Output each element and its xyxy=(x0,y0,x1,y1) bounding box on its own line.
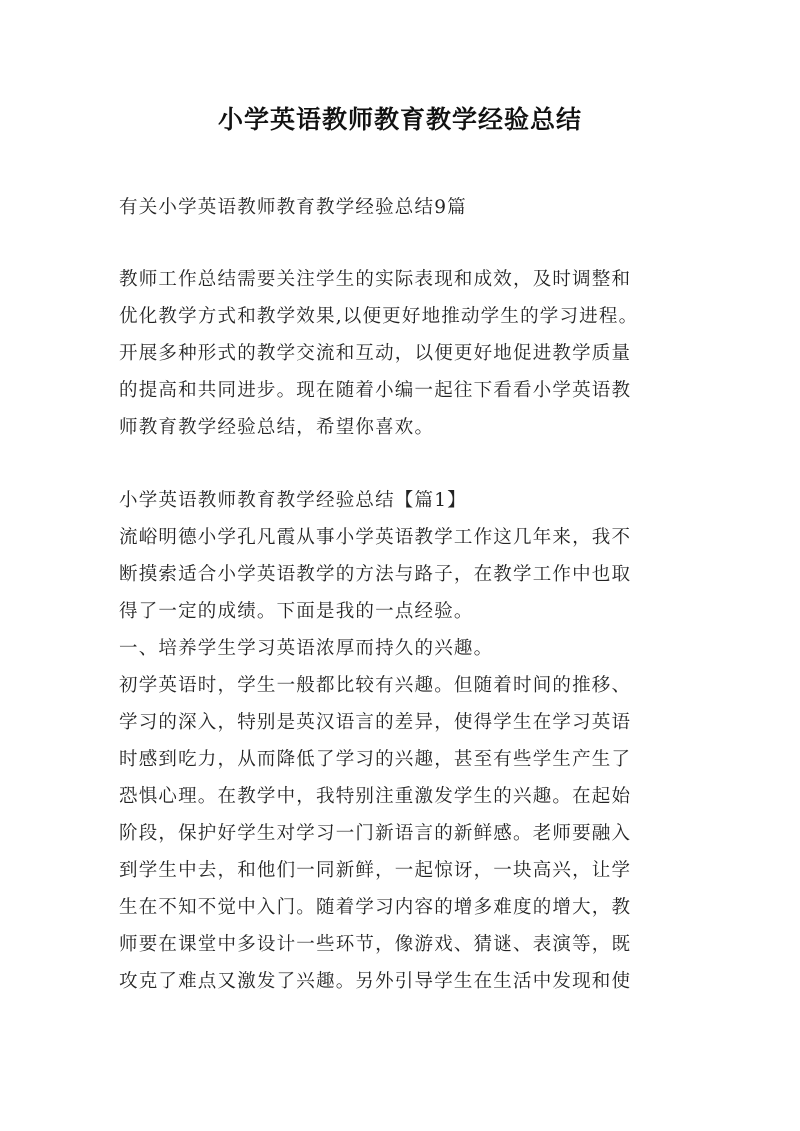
document-title: 小学英语教师教育教学经验总结 xyxy=(217,105,582,134)
body-line: 流峪明德小学孔凡霞从事小学英语教学工作这几年来，我不 xyxy=(119,527,632,548)
body-line: 得了一定的成绩。下面是我的一点经验。 xyxy=(119,601,474,622)
body-line: 学习的深入，特别是英汉语言的差异，使得学生在学习英语 xyxy=(119,712,632,733)
body-line: 初学英语时，学生一般都比较有兴趣。但随着时间的推移、 xyxy=(119,675,632,696)
section-heading: 小学英语教师教育教学经验总结【篇1】 xyxy=(119,490,467,511)
body-line: 攻克了难点又激发了兴趣。另外引导学生在生活中发现和使 xyxy=(119,971,632,992)
document-subtitle: 有关小学英语教师教育教学经验总结9篇 xyxy=(119,197,467,218)
body-line: 恐惧心理。在教学中，我特别注重激发学生的兴趣。在起始 xyxy=(119,786,632,807)
intro-line: 开展多种形式的教学交流和互动，以便更好地促进教学质量 xyxy=(119,343,632,364)
intro-line: 优化教学方式和教学效果,以便更好地推动学生的学习进程。 xyxy=(119,306,639,327)
body-line: 一、培养学生学习英语浓厚而持久的兴趣。 xyxy=(119,638,494,659)
body-line: 生在不知不觉中入门。随着学习内容的增多难度的增大，教 xyxy=(119,897,632,918)
body-line: 断摸索适合小学英语教学的方法与路子，在教学工作中也取 xyxy=(119,564,632,585)
body-line: 师要在课堂中多设计一些环节，像游戏、猜谜、表演等，既 xyxy=(119,934,632,955)
intro-line: 教师工作总结需要关注学生的实际表现和成效，及时调整和 xyxy=(119,269,632,290)
body-line: 时感到吃力，从而降低了学习的兴趣，甚至有些学生产生了 xyxy=(119,749,632,770)
body-line: 阶段，保护好学生对学习一门新语言的新鲜感。老师要融入 xyxy=(119,823,632,844)
intro-line: 的提高和共同进步。现在随着小编一起往下看看小学英语教 xyxy=(119,380,632,401)
intro-line: 师教育教学经验总结，希望你喜欢。 xyxy=(119,417,435,438)
body-line: 到学生中去，和他们一同新鲜，一起惊讶，一块高兴，让学 xyxy=(119,860,632,881)
